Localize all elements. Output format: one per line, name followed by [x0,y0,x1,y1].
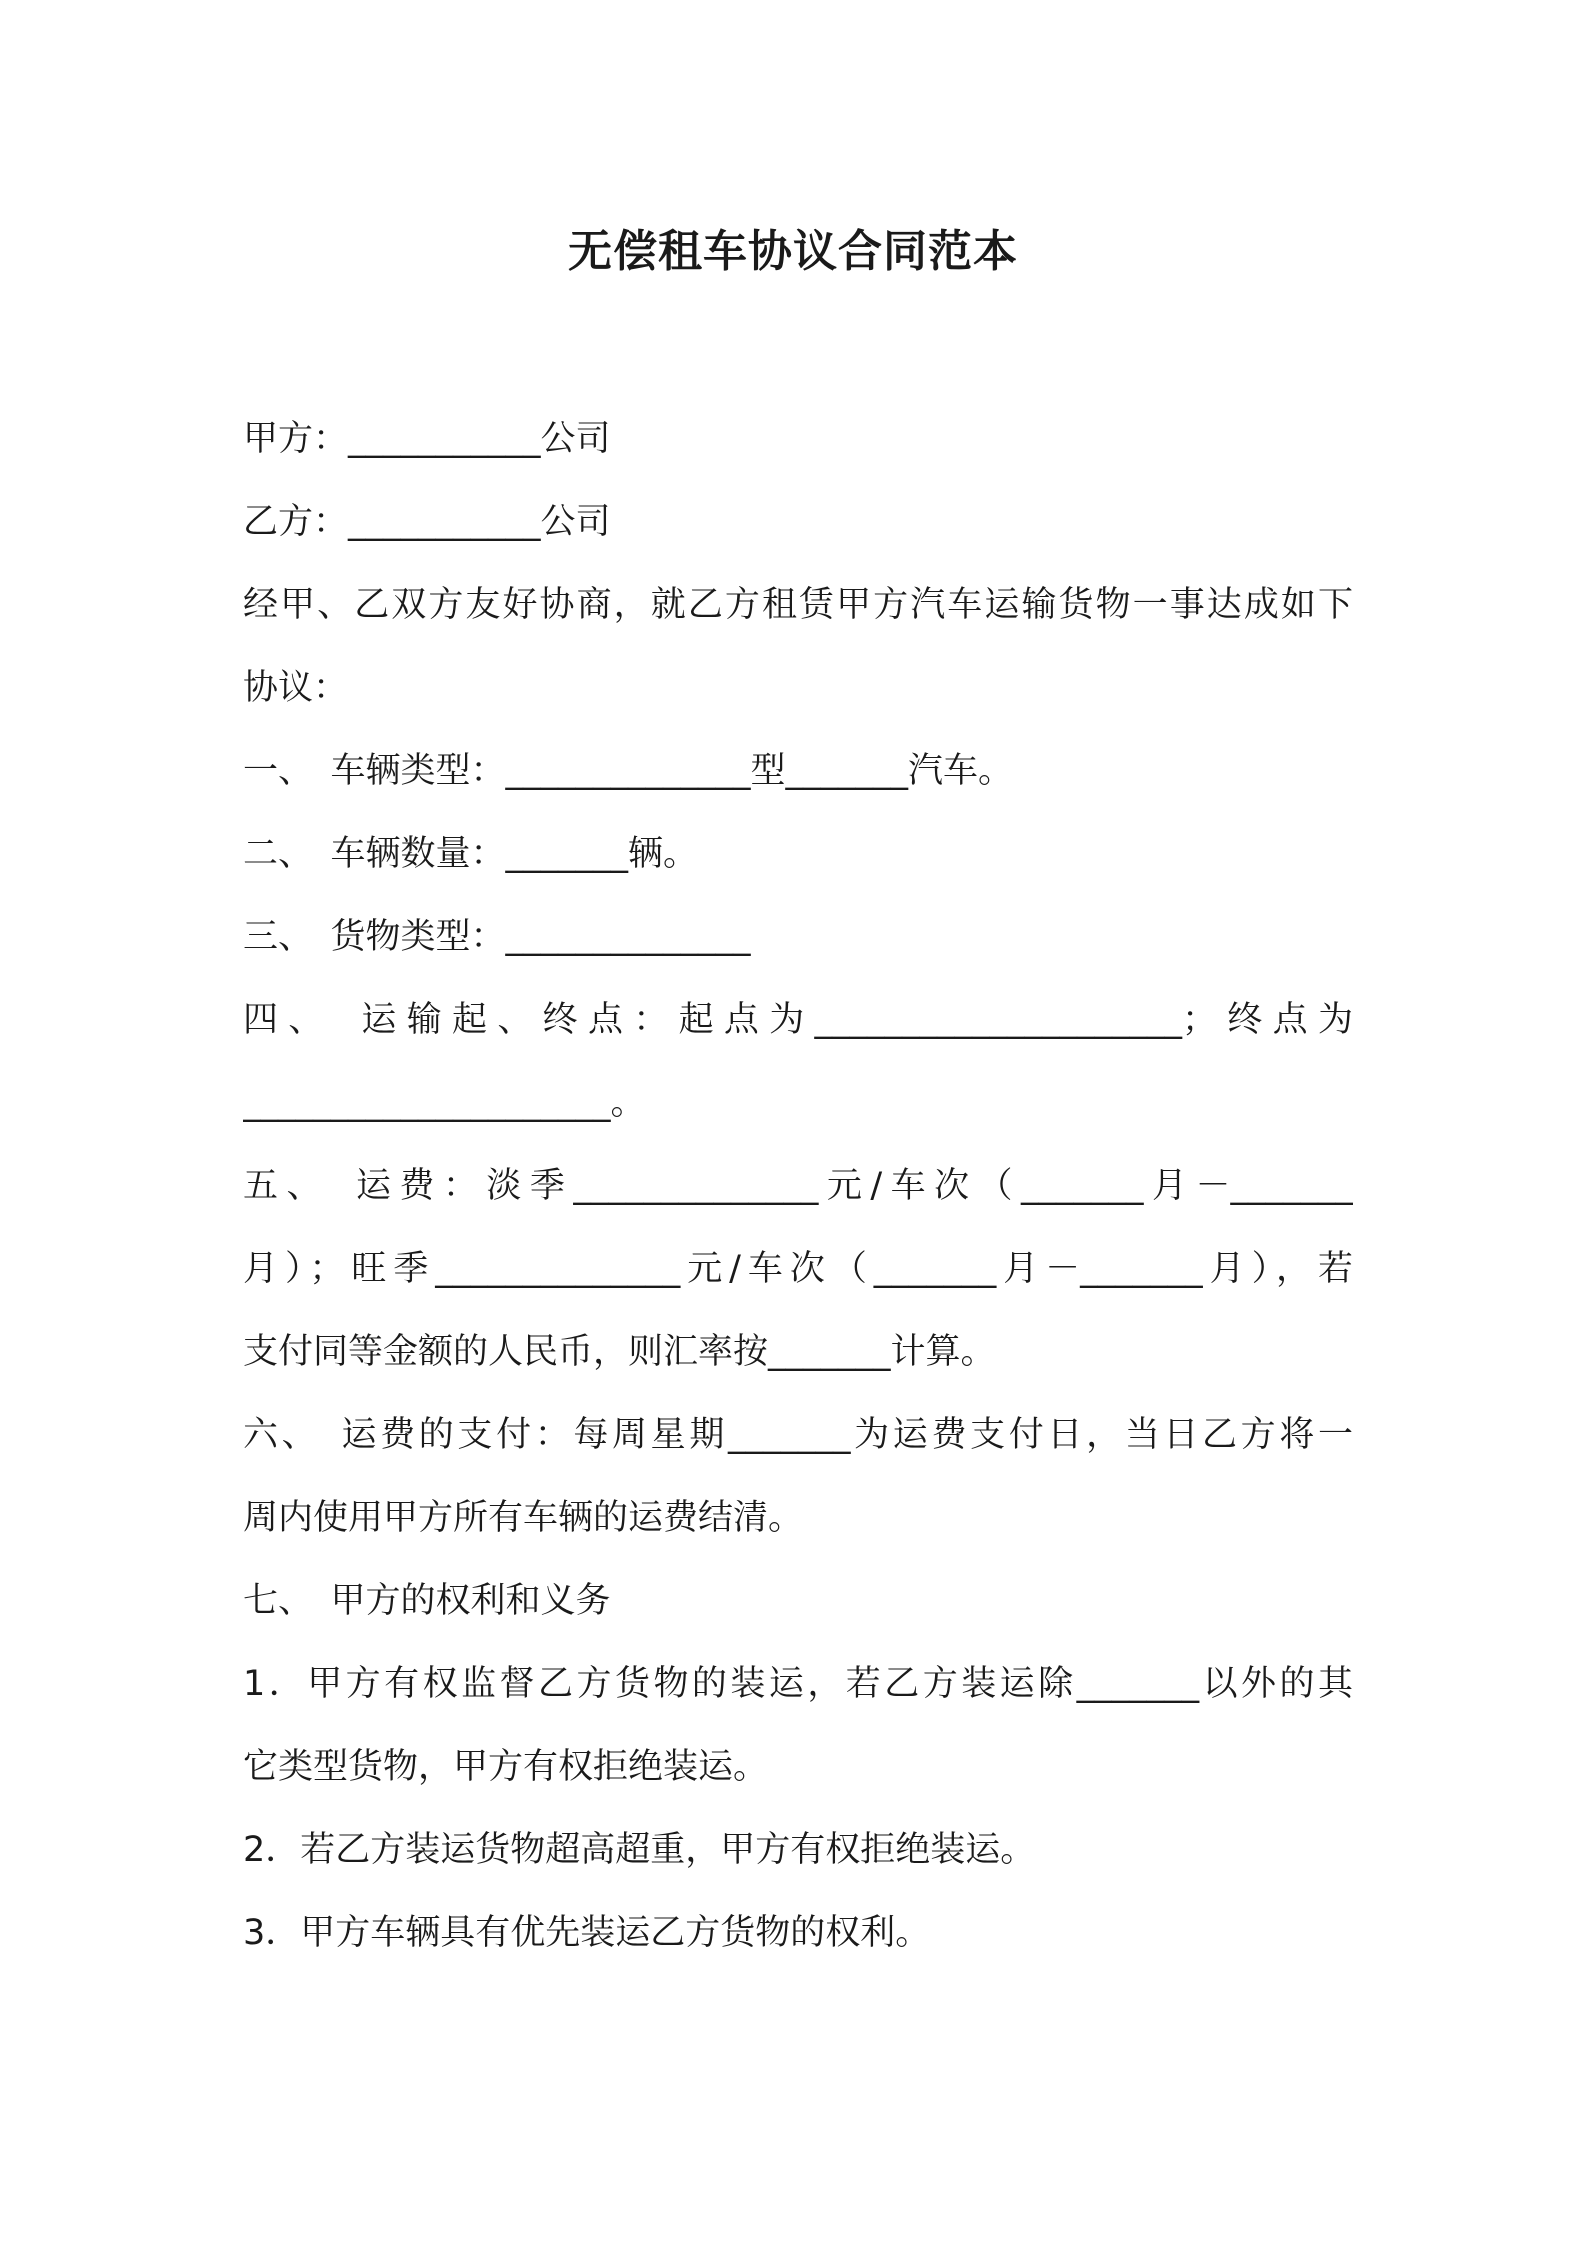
clause-7-item-1-line-2: 它类型货物，甲方有权拒绝装运。 [243,1747,769,1787]
clause-7-item-3: 3．甲方车辆具有优先装运乙方货物的权利。 [243,1913,931,1953]
clause-4-route-line-1: 四、 运输起、终点：起点为_____________________；终点为 [243,1000,1353,1040]
clause-7-heading: 七、 甲方的权利和义务 [243,1581,611,1621]
clause-6-payment-line-1: 六、 运费的支付：每周星期_______为运费支付日，当日乙方将一 [243,1415,1353,1455]
document-body [243,398,1353,1975]
clause-1-vehicle-type: 一、 车辆类型：______________型_______汽车。 [243,751,1014,791]
clause-7-item-1-line-1: 1．甲方有权监督乙方货物的装运，若乙方装运除_______以外的其 [243,1664,1353,1704]
party-a-line: 甲方：___________公司 [243,419,611,459]
document-title: 无偿租车协议合同范本 [568,226,1018,277]
clause-5-fee-line-1: 五、 运费：淡季______________元/车次（_______月－_______ [243,1166,1353,1206]
preamble-line-2: 协议： [243,668,349,708]
clause-5-fee-line-2: 月）；旺季______________元/车次（_______月－_______月），若 [243,1249,1353,1289]
clause-5-fee-line-3: 支付同等金额的人民币，则汇率按_______计算。 [243,1332,996,1372]
clause-4-route-line-2: _____________________。 [243,1083,646,1123]
preamble-line-1: 经甲、乙双方友好协商，就乙方租赁甲方汽车运输货物一事达成如下 [243,585,1353,625]
party-b-line: 乙方：___________公司 [243,502,611,542]
clause-2-vehicle-count: 二、 车辆数量：_______辆。 [243,834,699,874]
clause-3-cargo-type: 三、 货物类型：______________ [243,917,751,957]
clause-6-payment-line-2: 周内使用甲方所有车辆的运费结清。 [243,1498,804,1538]
clause-7-item-2: 2．若乙方装运货物超高超重，甲方有权拒绝装运。 [243,1830,1036,1870]
